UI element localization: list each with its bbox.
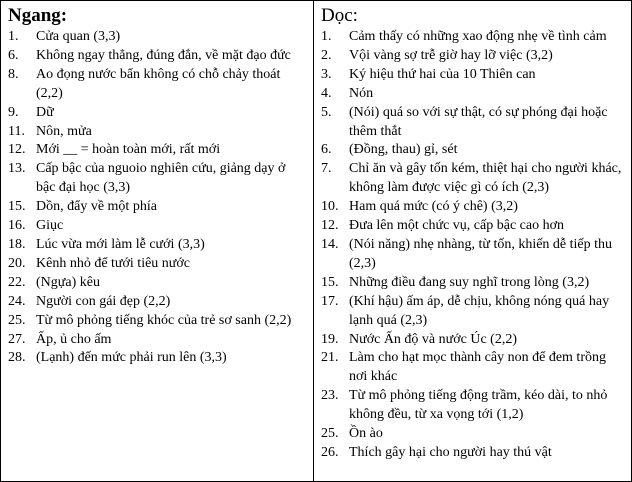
down-clue: [321, 425, 625, 444]
clue-text: Vội vàng sợ trễ giờ hay lỡ việc (3,2): [349, 47, 553, 63]
clue-text: Ấp, ủ cho ấm: [36, 331, 112, 347]
clue-number: 9.: [8, 104, 19, 120]
clue-number: 5.: [321, 104, 332, 120]
down-clue: [321, 66, 625, 85]
clue-text: Kênh nhỏ để tưới tiêu nước: [36, 255, 191, 271]
across-clue: [8, 217, 307, 236]
clue-text: Lúc vừa mới làm lễ cưới (3,3): [36, 236, 205, 252]
clue-text: Thích gây hại cho người hay thú vật: [349, 444, 552, 460]
down-clue-list: [321, 28, 625, 463]
clue-text: Dữ: [36, 104, 54, 120]
down-clue: [321, 85, 625, 104]
clue-number: 10.: [321, 199, 339, 215]
clue-number: 16.: [8, 218, 26, 234]
across-column: [1, 1, 314, 481]
clue-text: Từ mô phỏng tiếng động trầm, kéo dài, to nhỏ không đều, từ xa vọng tới (1,2): [349, 388, 608, 423]
clue-text: Ao đọng nước bẩn không có chỗ chảy thoát (2,2): [36, 66, 281, 101]
across-clue: [8, 274, 307, 293]
clue-number: 26.: [321, 444, 339, 460]
down-clue: [321, 198, 625, 217]
down-clue: [321, 293, 625, 331]
down-clue: [321, 236, 625, 274]
clue-number: 1.: [8, 29, 19, 44]
clue-text: (Nói) quá so với sự thật, có sự phóng đại hoặc thêm thắt: [349, 104, 608, 139]
down-clue: [321, 349, 625, 387]
clue-text: Những điều đang suy nghĩ trong lòng (3,2): [349, 274, 590, 290]
across-clue: [8, 198, 307, 217]
down-clue: [321, 331, 625, 350]
clue-number: 12.: [8, 142, 26, 158]
clue-text: Dồn, đẩy về một phía: [36, 199, 157, 215]
across-clue: [8, 141, 307, 160]
clue-text: Mới __ = hoàn toàn mới, rất mới: [36, 142, 221, 158]
clue-number: 13.: [8, 161, 26, 177]
clue-number: 18.: [8, 236, 26, 252]
clue-number: 28.: [8, 350, 26, 366]
clue-number: 25.: [321, 426, 339, 442]
clue-number: 27.: [8, 331, 26, 347]
down-clue: [321, 217, 625, 236]
clue-text: Nước Ấn độ và nước Úc (2,2): [349, 331, 517, 347]
clue-text: Ồn ào: [349, 426, 383, 442]
clue-number: 21.: [321, 350, 339, 366]
clue-number: 2.: [321, 47, 332, 63]
clue-number: 15.: [321, 274, 339, 290]
down-heading: Dọc:: [321, 5, 358, 26]
down-clue: [321, 141, 625, 160]
down-clue: [321, 104, 625, 142]
clue-text: Chỉ ăn và gây tốn kém, thiệt hại cho người khác, không làm được việc gì có ích (2,3): [349, 161, 622, 196]
clue-text: (Lạnh) đến mức phải run lên (3,3): [36, 350, 227, 366]
clue-text: (Đồng, thau) gỉ, sét: [349, 142, 458, 158]
clue-text: Người con gái đẹp (2,2): [36, 293, 171, 309]
across-clue: [8, 331, 307, 350]
clue-text: Ký hiệu thứ hai của 10 Thiên can: [349, 66, 536, 82]
clue-text: Nón: [349, 85, 374, 101]
clue-number: 8.: [8, 66, 19, 82]
across-clue: [8, 293, 307, 312]
down-clue: [321, 387, 625, 425]
down-clue: [321, 160, 625, 198]
down-clue: [321, 47, 625, 66]
across-clue: [8, 236, 307, 255]
clue-text: (Khí hậu) ấm áp, dễ chịu, không nóng quá hay lạnh quá (2,3): [349, 293, 610, 328]
clue-number: 6.: [8, 47, 19, 63]
clue-text: (Nói năng) nhẹ nhàng, từ tốn, khiến dễ tiếp thu (2,3): [349, 236, 613, 271]
clue-text: (Ngựa) kêu: [36, 274, 100, 290]
clue-text: Làm cho hạt mọc thành cây non để đem trồng nơi khác: [349, 350, 606, 385]
across-heading: Ngang:: [8, 5, 68, 26]
clue-text: Cấp bậc của nguoio nghiên cứu, giảng dạy ở bậc đại học (3,3): [36, 161, 286, 196]
clue-text: Từ mô phỏng tiếng khóc của trẻ sơ sanh (2,2): [36, 312, 292, 328]
clue-number: 25.: [8, 312, 26, 328]
clue-number: 23.: [321, 388, 339, 404]
down-column: [314, 1, 631, 481]
across-clue: [8, 66, 307, 104]
clue-number: 6.: [321, 142, 332, 158]
across-clue: [8, 104, 307, 123]
down-clue: [321, 444, 625, 463]
clue-number: 7.: [321, 161, 332, 177]
clue-number: 3.: [321, 66, 332, 82]
clue-text: Giục: [36, 218, 64, 234]
clue-number: 15.: [8, 199, 26, 215]
clue-number: 24.: [8, 293, 26, 309]
across-clue: [8, 312, 307, 331]
across-clue: [8, 47, 307, 66]
across-clue-list: [8, 28, 307, 368]
across-clue: [8, 349, 307, 368]
clue-number: 4.: [321, 85, 332, 101]
clue-number: 17.: [321, 293, 339, 309]
clue-number: 1.: [321, 29, 332, 44]
clue-text: Cảm thấy có những xao động nhẹ về tình cảm: [349, 29, 607, 44]
across-clue: [8, 160, 307, 198]
clue-number: 14.: [321, 236, 339, 252]
clue-text: Nôn, mửa: [36, 123, 92, 139]
clue-text: Ham quá mức (có ý chê) (3,2): [349, 199, 518, 215]
clue-number: 12.: [321, 218, 339, 234]
clue-text: Đưa lên một chức vụ, cấp bậc cao hơn: [349, 218, 564, 234]
clue-text: Không ngay thẳng, đúng đắn, về mặt đạo đức: [36, 47, 291, 63]
across-clue: [8, 255, 307, 274]
down-clue: [321, 28, 625, 47]
clue-number: 20.: [8, 255, 26, 271]
clue-number: 19.: [321, 331, 339, 347]
across-clue: [8, 123, 307, 142]
clue-number: 22.: [8, 274, 26, 290]
down-clue: [321, 274, 625, 293]
clue-number: 11.: [8, 123, 25, 139]
across-clue: [8, 28, 307, 47]
clue-text: Cửa quan (3,3): [36, 29, 121, 44]
